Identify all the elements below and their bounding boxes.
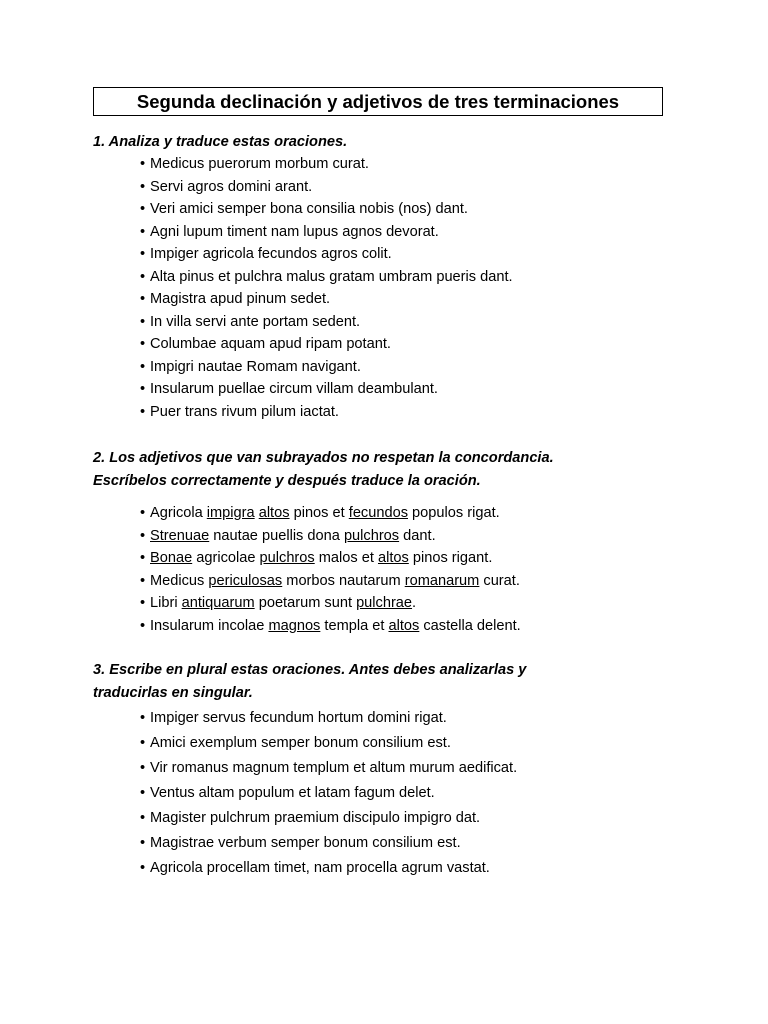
underlined-adjective: Bonae [150,550,193,566]
sentence-text: . [412,595,417,611]
bullet-marker: • [140,336,146,352]
sentence-text: morbos nautarum [282,572,405,589]
bullet-marker: • [140,860,146,876]
sentence-item [140,266,513,289]
underlined-adjective: romanarum [404,572,480,589]
sentence-item [140,547,521,570]
sentence-text: nautae puellis dona [209,527,344,544]
underlined-adjective: pulchros [259,550,315,566]
sentence-text: poetarum sunt [254,595,357,611]
bullet-marker: • [140,201,146,217]
section2-heading-line2: Escríbelos correctamente y después traduce la oración. [93,473,481,489]
section2-heading-line1: 2. Los adjetivos que van subrayados no respetan la concordancia. [93,450,554,466]
underlined-adjective: altos [388,617,420,634]
sentence-item [140,615,521,638]
bullet-marker: • [140,156,146,172]
page-title: Segunda declinación y adjetivos de tres terminaciones [136,90,620,112]
sentence-text: Medicus puerorum morbum curat. [150,156,369,172]
sentence-item [140,570,521,593]
section3-heading-line1: 3. Escribe en plural estas oraciones. Antes debes analizarlas y [93,662,527,678]
bullet-marker: • [140,358,146,375]
bullet-marker: • [140,291,146,307]
bullet-marker: • [140,178,146,195]
sentence-item [140,333,513,356]
sentence-item [140,756,517,781]
bullet-marker: • [140,735,146,751]
bullet-marker: • [140,710,146,726]
bullet-marker: • [140,760,146,776]
bullet-marker: • [140,313,146,330]
bullet-marker: • [140,246,146,262]
underlined-adjective: pulchrae [356,595,413,611]
sentence-text: Magistrae verbum semper bonum consilium est. [150,835,461,851]
underlined-adjective: impigra [206,505,255,521]
sentence-item [140,176,513,199]
sentence-item [140,806,517,831]
sentence-item [140,781,517,806]
sentence-text: Impiger servus fecundum hortum domini rigat. [150,710,447,726]
sentence-item [140,243,513,266]
underlined-adjective: altos [377,550,409,566]
section3-list [140,706,517,881]
sentence-text: Magister pulchrum praemium discipulo impigro dat. [150,810,481,826]
bullet-marker: • [140,572,146,589]
sentence-item [140,592,521,615]
sentence-text: Amici exemplum semper bonum consilium est. [150,735,451,751]
sentence-item [140,831,517,856]
section3-heading-line2: traducirlas en singular. [93,685,253,701]
sentence-text: dant. [399,527,436,544]
sentence-item [140,153,513,176]
sentence-text: Columbae aquam apud ripam potant. [150,336,391,352]
sentence-text: In villa servi ante portam sedent. [150,313,361,330]
bullet-marker: • [140,785,146,801]
sentence-item [140,378,513,401]
sentence-item [140,706,517,731]
sentence-item [140,525,521,548]
sentence-text: Agni lupum timent nam lupus agnos devorat. [150,223,439,240]
underlined-adjective: antiquarum [181,595,255,611]
sentence-item [140,502,521,525]
bullet-marker: • [140,550,146,566]
sentence-text: Impiger agricola fecundos agros colit. [150,246,392,262]
underlined-adjective: pulchros [343,527,400,544]
sentence-item [140,198,513,221]
bullet-marker: • [140,381,146,397]
sentence-text: malos et [314,550,378,566]
sentence-item [140,401,513,424]
sentence-text: curat. [479,572,520,589]
sentence-item [140,311,513,334]
sentence-text: populos rigat. [408,505,500,521]
bullet-marker: • [140,595,146,611]
sentence-item [140,356,513,379]
sentence-item [140,731,517,756]
sentence-text: pinos rigant. [408,550,493,566]
sentence-text: templa et [320,617,389,634]
bullet-marker: • [140,810,146,826]
sentence-text: Insularum incolae [150,617,269,634]
sentence-text: Magistra apud pinum sedet. [150,291,331,307]
sentence-item [140,288,513,311]
underlined-adjective: altos [258,505,290,521]
bullet-marker: • [140,505,146,521]
sentence-text: Alta pinus et pulchra malus gratam umbram pueris dant. [150,268,513,285]
sentence-text: Agricola [150,505,207,521]
section2-list [140,502,521,637]
bullet-marker: • [140,617,146,634]
bullet-marker: • [140,223,146,240]
sentence-text: castella delent. [419,617,521,634]
sentence-text: Insularum puellae circum villam deambulant. [150,381,438,397]
underlined-adjective: periculosas [208,572,283,589]
sentence-text: agricolae [192,550,260,566]
underlined-adjective: Strenuae [150,527,210,544]
sentence-text: Vir romanus magnum templum et altum murum aedificat. [150,760,518,776]
sentence-text: pinos et [289,505,349,521]
sentence-text: Medicus [150,572,209,589]
bullet-marker: • [140,403,146,420]
sentence-text: Servi agros domini arant. [150,178,313,195]
title-box [93,87,663,116]
bullet-marker: • [140,527,146,544]
sentence-text: Agricola procellam timet, nam procella agrum vastat. [150,860,490,876]
sentence-text: Impigri nautae Romam navigant. [150,358,361,375]
sentence-text: Veri amici semper bona consilia nobis (nos) dant. [150,201,468,217]
underlined-adjective: fecundos [348,505,408,521]
sentence-item [140,856,517,881]
sentence-text: Ventus altam populum et latam fagum delet. [150,785,435,801]
bullet-marker: • [140,268,146,285]
bullet-marker: • [140,835,146,851]
sentence-text: Libri [150,595,182,611]
sentence-text: Puer trans rivum pilum iactat. [150,403,339,420]
section1-heading: 1. Analiza y traduce estas oraciones. [93,134,348,150]
sentence-item [140,221,513,244]
section1-list [140,153,513,423]
underlined-adjective: magnos [268,617,321,634]
